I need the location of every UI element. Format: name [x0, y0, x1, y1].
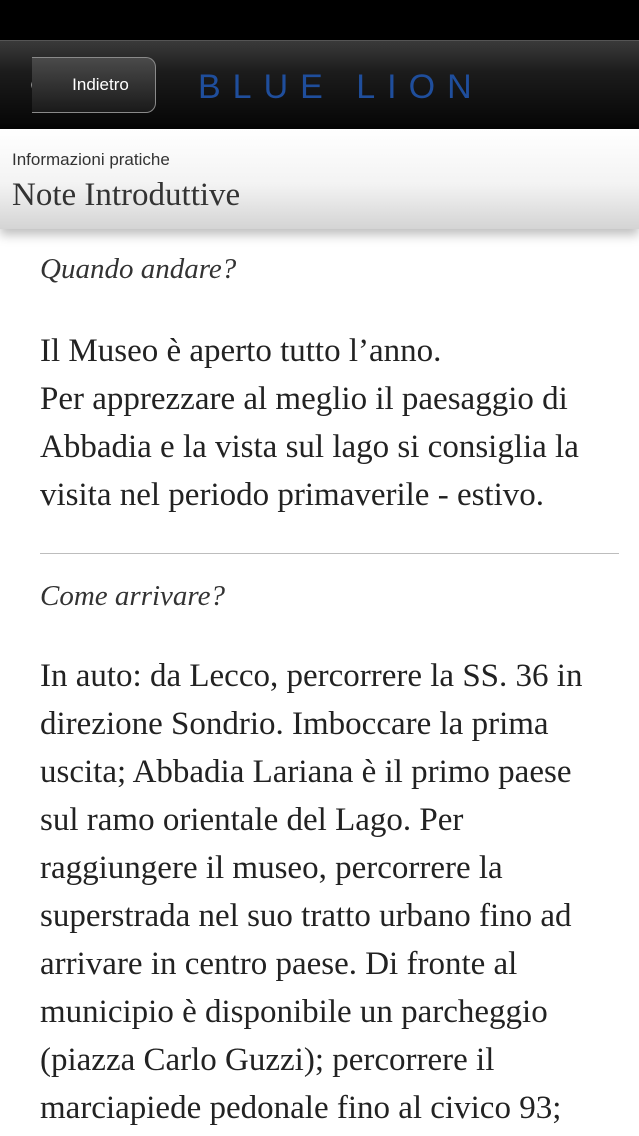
section-question: Come arrivare?: [40, 580, 225, 612]
page-title: Note Introduttive: [12, 177, 241, 213]
section-paragraph: Il Museo è aperto tutto l’anno. Per apprezzare al meglio il paesaggio di Abbadia e la vista sul lago si consiglia la visita nel periodo primaverile - estivo.: [40, 333, 579, 513]
status-bar: [0, 0, 639, 40]
section-divider: [40, 553, 619, 554]
back-button[interactable]: [32, 57, 156, 113]
section-question: Quando andare?: [40, 253, 237, 285]
brand-logo: BLUE LION: [198, 68, 484, 106]
back-button-label: Indietro: [72, 75, 129, 94]
navigation-bar: [0, 40, 639, 129]
info-section: [0, 249, 639, 519]
info-section: [0, 576, 639, 1132]
section-header: [0, 129, 639, 229]
section-paragraph: In auto: da Lecco, percorrere la SS. 36 in direzione Sondrio. Imboccare la prima uscita; Abbadia Lariana è il primo paese sul ramo orientale del Lago. Per raggiungere il museo, percorrere la superstrada nel suo tratto urbano fino ad arrivare in centro paese. Di fronte al municipio è disponibile un parcheggio (piazza Carlo Guzzi); percorrere il marciapiede pedonale fino al civico 93;: [40, 658, 583, 1126]
header-subtitle: Informazioni pratiche: [12, 150, 170, 169]
content-scroll-area[interactable]: [0, 229, 639, 1136]
